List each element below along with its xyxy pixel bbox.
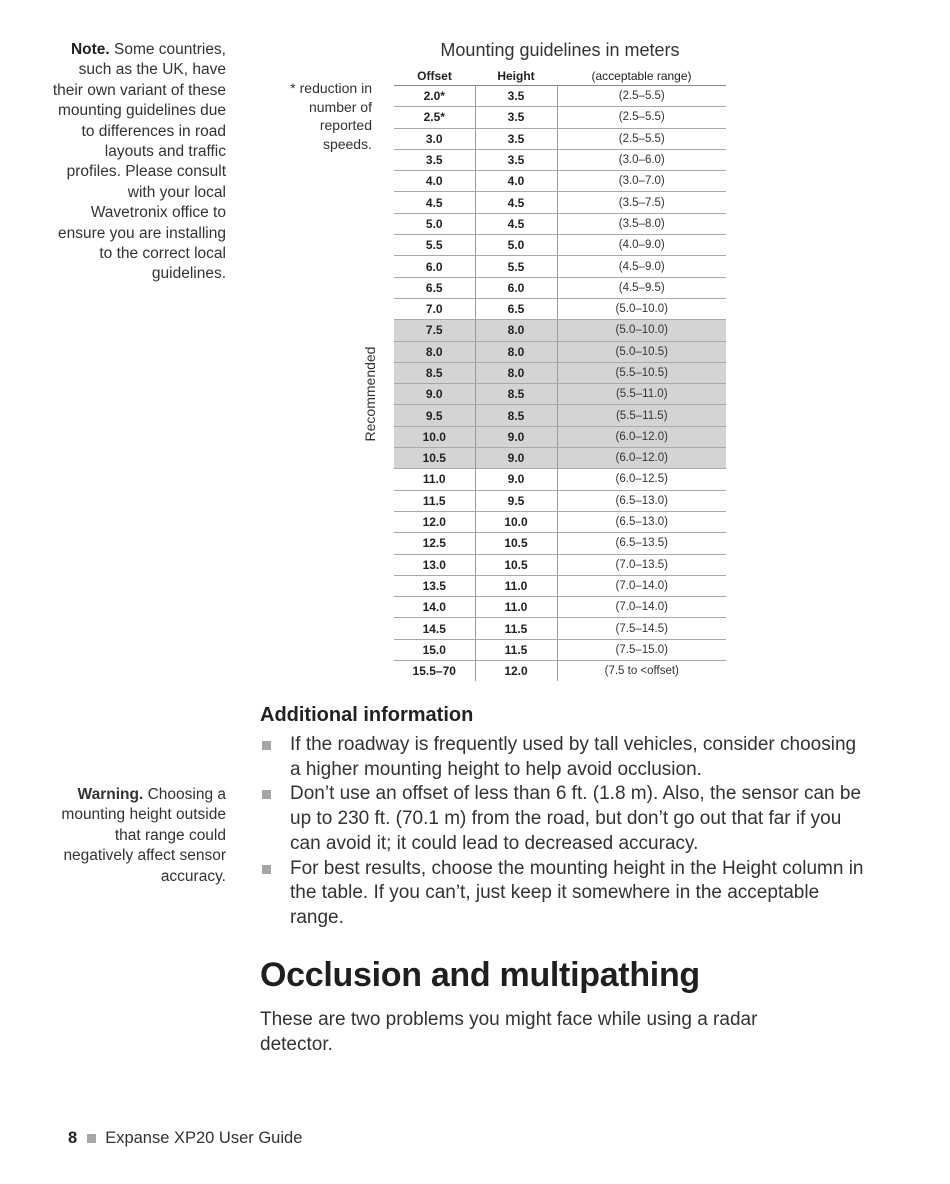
- offset-cell: 10.5: [394, 448, 475, 469]
- height-cell: 8.0: [475, 362, 557, 383]
- table-row: [394, 362, 726, 383]
- table-row: [394, 448, 726, 469]
- footer-title: Expanse XP20 User Guide: [105, 1129, 303, 1147]
- offset-cell: 6.5: [394, 277, 475, 298]
- range-cell: (7.5–15.0): [557, 639, 726, 660]
- additional-info-heading: Additional information: [260, 704, 474, 726]
- range-cell: (7.5 to <offset): [604, 665, 679, 678]
- header-height: Height: [475, 66, 557, 86]
- list-item: [260, 733, 870, 782]
- offset-cell: 5.5: [394, 235, 475, 256]
- height-cell: 11.5: [475, 618, 557, 639]
- table-row: [394, 213, 726, 234]
- table-row: [394, 384, 726, 405]
- height-cell: 9.5: [475, 490, 557, 511]
- range-cell: (6.5–13.5): [557, 533, 726, 554]
- table-row: [394, 86, 726, 107]
- warning-text: Choosing a mounting height outside that range could negatively affect sensor accuracy.: [61, 786, 226, 885]
- offset-cell: 7.0: [394, 298, 475, 319]
- offset-cell: 4.5: [394, 192, 475, 213]
- table-title: Mounting guidelines in meters: [440, 40, 680, 60]
- range-cell: (3.0–7.0): [557, 171, 726, 192]
- range-cell: (5.5–10.5): [557, 362, 726, 383]
- height-cell: 8.5: [475, 405, 557, 426]
- table-row: [394, 171, 726, 192]
- height-cell: 12.0: [475, 661, 557, 682]
- range-cell: (5.0–10.5): [557, 341, 726, 362]
- table-row: [394, 320, 726, 341]
- offset-cell: 8.5: [394, 362, 475, 383]
- height-cell: 3.5: [475, 107, 557, 128]
- height-cell: 8.0: [475, 341, 557, 362]
- table-row: [394, 554, 726, 575]
- height-cell: 9.0: [475, 448, 557, 469]
- height-cell: 4.5: [475, 192, 557, 213]
- table-row: [394, 575, 726, 596]
- offset-cell: 13.5: [394, 575, 475, 596]
- offset-cell: 3.5: [394, 149, 475, 170]
- height-cell: 9.0: [475, 469, 557, 490]
- table-header-row: [394, 66, 726, 86]
- table-row: [394, 341, 726, 362]
- header-range: (acceptable range): [557, 66, 726, 86]
- height-cell: 9.0: [475, 426, 557, 447]
- height-cell: 11.0: [475, 597, 557, 618]
- range-cell: (7.0–13.5): [557, 554, 726, 575]
- header-offset: Offset: [394, 66, 475, 86]
- list-item-text: Don’t use an offset of less than 6 ft. (1.8 m). Also, the sensor can be up to 230 ft. (70.1 m) from the road, but don’t go out that far if you can avoid it; it could lead to decreased accuracy.: [290, 783, 862, 854]
- height-cell: 8.0: [475, 320, 557, 341]
- range-cell: (3.0–6.0): [557, 149, 726, 170]
- offset-cell: 2.5*: [394, 107, 475, 128]
- table-row: [394, 149, 726, 170]
- mounting-guidelines-table: [394, 66, 726, 681]
- side-note: [50, 40, 226, 285]
- table-row: [394, 597, 726, 618]
- offset-cell: 9.0: [394, 384, 475, 405]
- offset-cell: 11.5: [394, 490, 475, 511]
- offset-cell: 9.5: [394, 405, 475, 426]
- table-row: [394, 107, 726, 128]
- table-row: [394, 192, 726, 213]
- offset-cell: 3.0: [394, 128, 475, 149]
- table-row: [394, 235, 726, 256]
- range-cell: (6.0–12.5): [557, 469, 726, 490]
- range-cell: (3.5–7.5): [557, 192, 726, 213]
- height-cell: 10.5: [475, 533, 557, 554]
- table-row: [394, 128, 726, 149]
- footer-square-icon: [87, 1134, 96, 1143]
- height-cell: 6.5: [475, 298, 557, 319]
- bullet-square-icon: [262, 790, 271, 799]
- offset-cell: 8.0: [394, 341, 475, 362]
- range-cell: (4.5–9.0): [557, 256, 726, 277]
- table-row: [394, 469, 726, 490]
- height-cell: 11.5: [475, 639, 557, 660]
- offset-cell: 14.5: [394, 618, 475, 639]
- list-item: [260, 782, 870, 856]
- additional-info-list: [260, 733, 870, 931]
- height-cell: 4.5: [475, 213, 557, 234]
- offset-cell: 7.5: [394, 320, 475, 341]
- table-row: [394, 618, 726, 639]
- offset-cell: 13.0: [394, 554, 475, 575]
- range-cell: (6.5–13.0): [557, 511, 726, 532]
- range-cell: (6.5–13.0): [557, 490, 726, 511]
- range-cell: (5.5–11.0): [557, 384, 726, 405]
- range-cell: (7.0–14.0): [557, 597, 726, 618]
- side-warning: [50, 785, 226, 887]
- offset-cell: 12.5: [394, 533, 475, 554]
- list-item-text: If the roadway is frequently used by tall vehicles, consider choosing a higher mounting height to help avoid occlusion.: [290, 734, 857, 780]
- height-cell: 3.5: [475, 86, 557, 107]
- table-row: [394, 298, 726, 319]
- section-heading: Occlusion and multipathing: [260, 956, 700, 994]
- page-footer: [68, 1129, 302, 1148]
- bullet-square-icon: [262, 741, 271, 750]
- table-body: [394, 86, 726, 682]
- offset-cell: 6.0: [394, 256, 475, 277]
- height-cell: 10.0: [475, 511, 557, 532]
- table-row: [394, 511, 726, 532]
- offset-cell: 12.0: [394, 511, 475, 532]
- offset-cell: 10.0: [394, 426, 475, 447]
- offset-cell: 11.0: [394, 469, 475, 490]
- offset-cell: 4.0: [394, 171, 475, 192]
- range-cell: (3.5–8.0): [557, 213, 726, 234]
- range-cell: (5.0–10.0): [557, 298, 726, 319]
- table-row: [394, 490, 726, 511]
- range-cell: (5.0–10.0): [557, 320, 726, 341]
- offset-cell: 5.0: [394, 213, 475, 234]
- list-item-text: For best results, choose the mounting height in the Height column in the table. If you can’t, just keep it somewhere in the acceptable range.: [290, 857, 864, 928]
- range-cell: (2.5–5.5): [557, 128, 726, 149]
- range-cell: (2.5–5.5): [557, 86, 726, 107]
- table-row: [394, 405, 726, 426]
- note-label: Note.: [70, 41, 110, 58]
- note-text: Some countries, such as the UK, have their own variant of these mounting guidelines due to differences in road layouts and traffic profiles. Please consult with your local Wavetronix office to ensure you are installing to the correct local guidelines.: [52, 41, 226, 283]
- range-cell: (5.5–11.5): [557, 405, 726, 426]
- offset-cell: 15.5–70: [394, 661, 475, 682]
- bullet-square-icon: [262, 865, 271, 874]
- range-cell: (6.0–12.0): [557, 448, 726, 469]
- section-intro: These are two problems you might face while using a radar detector.: [260, 1009, 758, 1055]
- height-cell: 6.0: [475, 277, 557, 298]
- height-cell: 8.5: [475, 384, 557, 405]
- range-cell: (4.5–9.5): [557, 277, 726, 298]
- table-row: [394, 533, 726, 554]
- table-row: [394, 426, 726, 447]
- height-cell: 10.5: [475, 554, 557, 575]
- height-cell: 3.5: [475, 149, 557, 170]
- table-row: [394, 661, 726, 682]
- range-cell: (7.5–14.5): [557, 618, 726, 639]
- page-number: 8: [68, 1129, 78, 1147]
- list-item: [260, 857, 870, 931]
- recommended-label: Recommended: [362, 346, 378, 442]
- offset-cell: 2.0*: [394, 86, 475, 107]
- table-footnote: * reduction in number of reported speeds.: [290, 80, 372, 152]
- height-cell: 11.0: [475, 575, 557, 596]
- table-row: [394, 639, 726, 660]
- range-cell: (4.0–9.0): [557, 235, 726, 256]
- offset-cell: 15.0: [394, 639, 475, 660]
- table-row: [394, 256, 726, 277]
- height-cell: 3.5: [475, 128, 557, 149]
- warning-label: Warning.: [77, 786, 144, 803]
- range-cell: (6.0–12.0): [557, 426, 726, 447]
- height-cell: 5.5: [475, 256, 557, 277]
- offset-cell: 14.0: [394, 597, 475, 618]
- table-row: [394, 277, 726, 298]
- range-cell: (2.5–5.5): [557, 107, 726, 128]
- range-cell: (7.0–14.0): [557, 575, 726, 596]
- height-cell: 4.0: [475, 171, 557, 192]
- height-cell: 5.0: [475, 235, 557, 256]
